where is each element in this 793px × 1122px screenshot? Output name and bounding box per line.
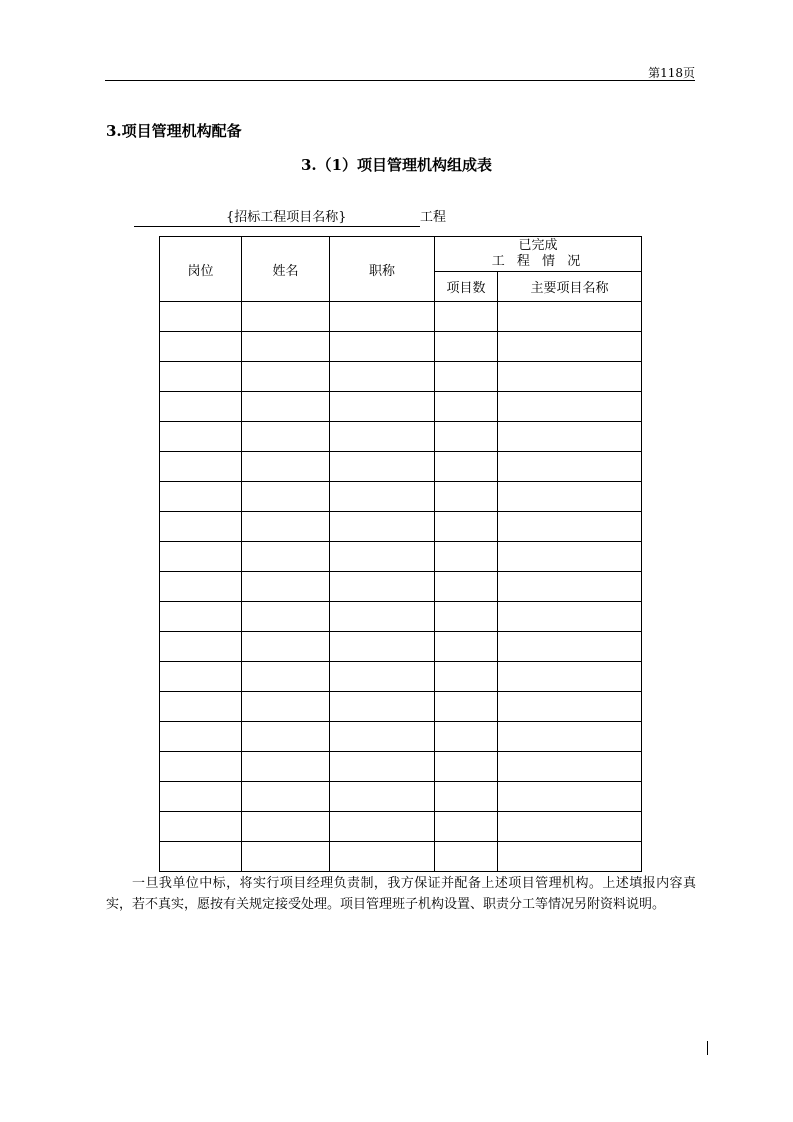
title-cell[interactable]	[330, 722, 435, 752]
main-projects-cell[interactable]	[498, 482, 642, 512]
main-projects-cell[interactable]	[498, 842, 642, 872]
table-row	[160, 812, 642, 842]
project-count-cell[interactable]	[435, 662, 498, 692]
title-cell[interactable]	[330, 302, 435, 332]
project-name-line	[134, 209, 446, 227]
name-cell[interactable]	[242, 782, 330, 812]
position-cell[interactable]	[160, 392, 242, 422]
name-cell[interactable]	[242, 422, 330, 452]
title-cell[interactable]	[330, 662, 435, 692]
main-projects-cell[interactable]	[498, 602, 642, 632]
project-count-cell[interactable]	[435, 752, 498, 782]
section-heading: 3.项目管理机构配备	[106, 122, 242, 140]
table-row	[160, 752, 642, 782]
main-projects-cell[interactable]	[498, 722, 642, 752]
project-count-cell[interactable]	[435, 842, 498, 872]
table-row	[160, 302, 642, 332]
commitment-statement: 一旦我单位中标，将实行项目经理负责制，我方保证并配备上述项目管理机构。上述填报内容真实，若不真实，愿按有关规定接受处理。项目管理班子机构设置、职责分工等情况另附资料说明。	[106, 876, 696, 912]
project-count-cell[interactable]	[435, 812, 498, 842]
main-projects-cell[interactable]	[498, 542, 642, 572]
main-projects-cell[interactable]	[498, 662, 642, 692]
title-cell[interactable]	[330, 782, 435, 812]
main-projects-cell[interactable]	[498, 452, 642, 482]
table-row	[160, 392, 642, 422]
title-cell[interactable]	[330, 512, 435, 542]
main-projects-cell[interactable]	[498, 782, 642, 812]
table-row	[160, 722, 642, 752]
table-row	[160, 662, 642, 692]
project-count-cell[interactable]	[435, 512, 498, 542]
main-projects-cell[interactable]	[498, 572, 642, 602]
column-header-completed-projects	[435, 237, 642, 272]
position-cell[interactable]	[160, 362, 242, 392]
title-cell[interactable]	[330, 752, 435, 782]
position-cell[interactable]	[160, 332, 242, 362]
position-cell[interactable]	[160, 662, 242, 692]
table-row	[160, 602, 642, 632]
project-count-cell[interactable]	[435, 392, 498, 422]
title-cell[interactable]	[330, 392, 435, 422]
position-cell[interactable]	[160, 782, 242, 812]
title-cell[interactable]	[330, 632, 435, 662]
header-rule	[105, 80, 695, 81]
main-projects-cell[interactable]	[498, 632, 642, 662]
name-cell[interactable]	[242, 662, 330, 692]
name-cell[interactable]	[242, 362, 330, 392]
completed-header-line2: 工 程 情 况	[491, 254, 585, 269]
position-cell[interactable]	[160, 812, 242, 842]
project-name-blank[interactable]	[134, 209, 420, 227]
main-projects-cell[interactable]	[498, 752, 642, 782]
table-row	[160, 542, 642, 572]
position-cell[interactable]	[160, 692, 242, 722]
margin-mark	[707, 1041, 708, 1055]
table-row	[160, 842, 642, 872]
table-row	[160, 632, 642, 662]
project-count-cell[interactable]	[435, 332, 498, 362]
project-count-cell[interactable]	[435, 692, 498, 722]
name-cell[interactable]	[242, 542, 330, 572]
project-count-cell[interactable]	[435, 422, 498, 452]
main-projects-cell[interactable]	[498, 302, 642, 332]
project-count-cell[interactable]	[435, 362, 498, 392]
column-header-project-count: 项目数	[435, 272, 498, 302]
title-cell[interactable]	[330, 452, 435, 482]
position-cell[interactable]	[160, 572, 242, 602]
position-cell[interactable]	[160, 512, 242, 542]
position-cell[interactable]	[160, 422, 242, 452]
table-row	[160, 782, 642, 812]
name-cell[interactable]	[242, 602, 330, 632]
table-row	[160, 572, 642, 602]
table-row	[160, 512, 642, 542]
name-cell[interactable]	[242, 572, 330, 602]
project-name-placeholder: {招标工程项目名称}	[226, 210, 347, 225]
position-cell[interactable]	[160, 302, 242, 332]
title-cell[interactable]	[330, 572, 435, 602]
name-cell[interactable]	[242, 632, 330, 662]
column-header-position: 岗位	[160, 237, 242, 302]
table-row	[160, 422, 642, 452]
name-cell[interactable]	[242, 722, 330, 752]
name-cell[interactable]	[242, 812, 330, 842]
main-projects-cell[interactable]	[498, 422, 642, 452]
name-cell[interactable]	[242, 302, 330, 332]
title-cell[interactable]	[330, 482, 435, 512]
title-cell[interactable]	[330, 842, 435, 872]
column-header-main-projects: 主要项目名称	[498, 272, 642, 302]
position-cell[interactable]	[160, 602, 242, 632]
name-cell[interactable]	[242, 452, 330, 482]
completed-header-line1: 已完成	[518, 238, 558, 253]
table-title: 3.（1）项目管理机构组成表	[300, 156, 493, 174]
project-count-cell[interactable]	[435, 572, 498, 602]
project-count-cell[interactable]	[435, 782, 498, 812]
name-cell[interactable]	[242, 392, 330, 422]
column-header-title: 职称	[330, 237, 435, 302]
name-cell[interactable]	[242, 692, 330, 722]
project-name-suffix: 工程	[420, 210, 447, 225]
main-projects-cell[interactable]	[498, 812, 642, 842]
title-cell[interactable]	[330, 332, 435, 362]
table-row	[160, 692, 642, 722]
name-cell[interactable]	[242, 512, 330, 542]
name-cell[interactable]	[242, 842, 330, 872]
project-count-cell[interactable]	[435, 542, 498, 572]
main-projects-cell[interactable]	[498, 362, 642, 392]
project-count-cell[interactable]	[435, 722, 498, 752]
main-projects-cell[interactable]	[498, 512, 642, 542]
position-cell[interactable]	[160, 842, 242, 872]
title-cell[interactable]	[330, 692, 435, 722]
project-count-cell[interactable]	[435, 482, 498, 512]
table-row	[160, 482, 642, 512]
project-count-cell[interactable]	[435, 302, 498, 332]
position-cell[interactable]	[160, 722, 242, 752]
position-cell[interactable]	[160, 752, 242, 782]
project-count-cell[interactable]	[435, 632, 498, 662]
table-row	[160, 332, 642, 362]
main-projects-cell[interactable]	[498, 692, 642, 722]
organization-table	[159, 236, 642, 872]
position-cell[interactable]	[160, 542, 242, 572]
title-cell[interactable]	[330, 362, 435, 392]
project-count-cell[interactable]	[435, 602, 498, 632]
main-projects-cell[interactable]	[498, 392, 642, 422]
position-cell[interactable]	[160, 452, 242, 482]
table-row	[160, 362, 642, 392]
page-number: 第118页	[648, 66, 695, 80]
name-cell[interactable]	[242, 482, 330, 512]
title-cell[interactable]	[330, 422, 435, 452]
column-header-name: 姓名	[242, 237, 330, 302]
name-cell[interactable]	[242, 332, 330, 362]
table-row	[160, 452, 642, 482]
position-cell[interactable]	[160, 632, 242, 662]
project-count-cell[interactable]	[435, 452, 498, 482]
title-cell[interactable]	[330, 542, 435, 572]
position-cell[interactable]	[160, 482, 242, 512]
title-cell[interactable]	[330, 812, 435, 842]
title-cell[interactable]	[330, 602, 435, 632]
name-cell[interactable]	[242, 752, 330, 782]
table-body	[160, 302, 642, 872]
main-projects-cell[interactable]	[498, 332, 642, 362]
